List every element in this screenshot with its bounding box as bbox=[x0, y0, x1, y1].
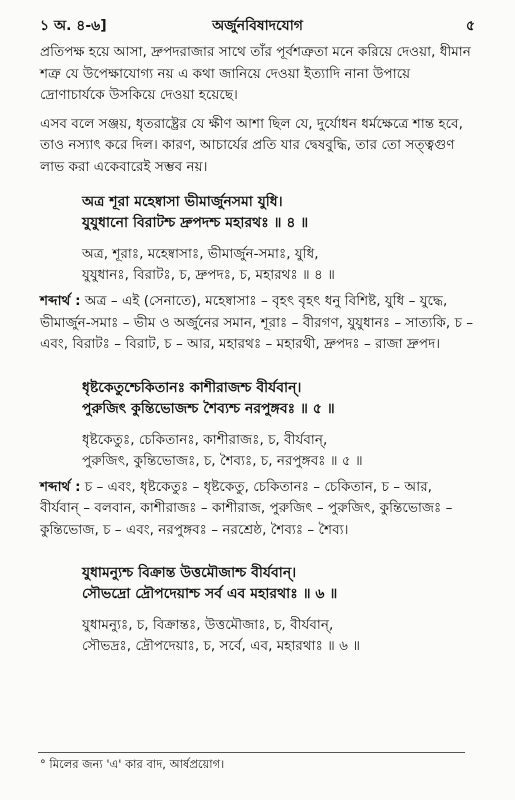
split-line: যুযুধানঃ, বিরাটঃ, চ, দ্রুপদঃ, চ, মহারথঃ ॥ ৪ ॥ bbox=[82, 267, 335, 283]
page-number: ৫ bbox=[465, 18, 475, 34]
verse-line: যুধামন্যুশ্চ বিক্রান্ত উত্তমৌজাশ্চ বীর্যবান্। bbox=[82, 565, 297, 581]
verse-4-word-split bbox=[82, 244, 475, 286]
split-line: সৌভদ্রঃ, দ্রৌপদেয়াঃ, চ, সর্বে, এব, মহারথাঃ ॥ ৬ ॥ bbox=[82, 638, 361, 654]
split-line: ধৃষ্টকেতুঃ, চেকিতানঃ, কাশীরাজঃ, চ, বীর্যবান্, bbox=[82, 431, 328, 448]
word-meaning-text: চ – এবং, ধৃষ্টকেতুঃ – ধৃষ্টকেতু, চেকিতানঃ – চেকিতান, চ – আর, বীর্যবান্ – বলবান, কাশীরাজঃ – কাশীরাজ, পুরুজিৎ – পুরুজিৎ, কুন্তিভোজঃ – কুন্তিভোজ, চ – এবং, নরপুঙ্গবঃ – নরশ্রেষ্ঠ, শৈব্যঃ – শৈব্য। bbox=[40, 478, 453, 538]
verse-line: ধৃষ্টকেতুশ্চেকিতানঃ কাশীরাজশ্চ বীর্যবান্। bbox=[82, 379, 302, 396]
verse-4-word-meaning bbox=[40, 291, 475, 356]
verse-line: যুযুধানো বিরাটশ্চ দ্রুপদশ্চ মহারথঃ ॥ ৪ ॥ bbox=[82, 215, 309, 231]
verse-5-sanskrit bbox=[82, 378, 475, 420]
page-content bbox=[40, 42, 475, 657]
footnote bbox=[40, 756, 224, 775]
verse-line: পুরুজিৎ কুন্তিভোজশ্চ শৈব্যশ্চ নরপুঙ্গবঃ ॥ ৫ ॥ bbox=[82, 400, 335, 417]
verse-5-word-split bbox=[82, 430, 475, 472]
word-meaning-text: অত্র – এই (সেনাতে), মহেষ্বাসাঃ – বৃহৎ বৃহৎ ধনু বিশিষ্ট, যুধি – যুদ্ধে, ভীমার্জুন-সমাঃ – ভীম ও অর্জুনের সমান, শূরাঃ – বীরগণ, যুযুধানঃ – সাত্যকি, চ – এবং, বিরাটঃ – বিরাট, চ – আর, মহারথঃ – মহারথী, দ্রুপদঃ – রাজা দ্রুপদ। bbox=[40, 293, 474, 352]
verse-line: অত্র শূরা মহেষ্বাসা ভীমার্জুনসমা যুধি। bbox=[82, 194, 283, 210]
word-meaning-label: শব্দার্থ : bbox=[40, 293, 81, 309]
commentary-paragraph: এসব বলে সঞ্জয়, ধৃতরাষ্ট্রের যে ক্ষীণ আশা ছিল যে, দুর্যোধন ধর্মক্ষেত্রে শান্ত হবে, তাও নস্যাৎ করে দিল। কারণ, আচার্যের প্রতি যার দ্বেষবুদ্ধি, তার তো সত্ত্বগুণ লাভ করা একেবারেই সম্ভব নয়। bbox=[40, 115, 463, 175]
running-header bbox=[40, 14, 475, 38]
verse-5-word-meaning bbox=[40, 477, 475, 542]
commentary-paragraph: প্রতিপক্ষ হয়ে আসা, দ্রুপদরাজার সাথে তাঁর পূর্বশত্রুতা মনে করিয়ে দেওয়া, ধীমান শত্রু যে উপেক্ষাযোগ্য নয় এ কথা জানিয়ে দেওয়া ইত্যাদি নানা উপায়ে দ্রোণাচার্যকে উসকিয়ে দেওয়া হয়েছে। bbox=[40, 44, 471, 103]
split-line: অত্র, শূরাঃ, মহেষ্বাসাঃ, ভীমার্জুন-সমাঃ, যুধি, bbox=[82, 246, 319, 262]
chapter-title: অর্জুনবিষাদযোগ bbox=[212, 18, 303, 34]
verse-4-sanskrit bbox=[82, 192, 475, 234]
verse-line: সৌভদ্রো দ্রৌপদেয়াশ্চ সর্ব এব মহারথাঃ ॥ ৬ ॥ bbox=[82, 586, 338, 602]
footnote-text: মিলের জন্য 'এ' কার বাদ, আর্ষপ্রয়োগ। bbox=[49, 757, 225, 771]
footnote-divider bbox=[38, 752, 465, 753]
verse-6-sanskrit bbox=[82, 563, 475, 605]
split-line: যুধামন্যুঃ, চ, বিক্রান্তঃ, উত্তমৌজাঃ, চ, বীর্যবান্, bbox=[82, 617, 334, 633]
word-meaning-label: শব্দার্থ : bbox=[40, 478, 81, 495]
footnote-marker-icon: ° bbox=[40, 757, 46, 771]
chapter-reference: ১ অ. ৪-৬] bbox=[40, 18, 107, 34]
verse-6-word-split bbox=[82, 615, 475, 657]
split-line: পুরুজিৎ, কুন্তিভোজঃ, চ, শৈব্যঃ, চ, নরপুঙ্গবঃ ॥ ৫ ॥ bbox=[82, 452, 363, 469]
